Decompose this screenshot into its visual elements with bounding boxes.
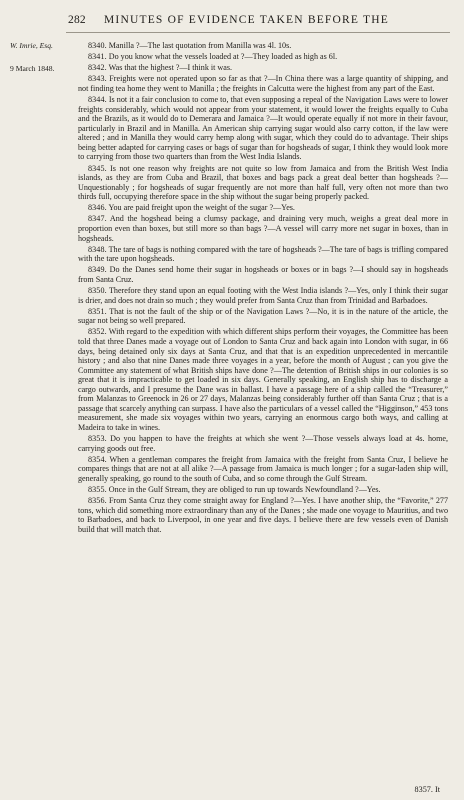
question-text: That is not the fault of the ship or of the Navigation Laws ?—No, it is in the nature of the article, the sugar not being so well prepared.	[78, 306, 448, 326]
question-paragraph	[78, 434, 448, 453]
question-paragraph	[78, 164, 448, 202]
catchword: 8357. It	[414, 785, 440, 794]
page-header	[66, 10, 450, 33]
question-text: And the hogshead being a clumsy package, and draining very much, weighs a great deal more in proportion even than boxes, but still more so than bags ?—A vessel will carry more net sugar in boxes, than in hogsheads.	[78, 214, 448, 243]
question-number: 8343.	[88, 74, 107, 84]
question-number: 8353.	[88, 434, 107, 444]
question-text: Do you know what the vessels loaded at ?—They loaded as high as 6l.	[108, 52, 338, 62]
question-number: 8347.	[88, 214, 107, 224]
question-number: 8355.	[88, 484, 107, 494]
question-text: You are paid freight upon the weight of the sugar ?—Yes.	[108, 203, 295, 213]
question-paragraph	[78, 307, 448, 326]
question-paragraph	[78, 203, 448, 213]
question-paragraph	[78, 41, 448, 51]
question-number: 8340.	[88, 41, 107, 50]
question-text: When a gentleman compares the freight from Jamaica with the freight from Santa Cruz, I believe he compares things that are not at all alike ?—A passage from Jamaica is much longer ; for a sugar-laden ship will, generally speaking, go round to the south of Cuba, and so come through the Gulf Stream.	[78, 454, 448, 483]
question-paragraph	[78, 496, 448, 534]
question-paragraph	[78, 74, 448, 93]
question-paragraph	[78, 214, 448, 243]
question-paragraph	[78, 485, 448, 495]
question-number: 8349.	[88, 265, 107, 275]
question-number: 8356.	[88, 496, 107, 506]
question-number: 8345.	[88, 163, 107, 173]
question-number: 8346.	[88, 203, 107, 213]
question-text: From Santa Cruz they come straight away for England ?—Yes. I have another ship, the “Favorite,” 277 tons, which did something more extraordinary than any of the Danes ; she made one voyage to Mauritius, and two to Barbadoes, and back to Liverpool, in one year and five days. I believe there are few vessels even of Danish build that will match that.	[78, 496, 449, 534]
question-number: 8350.	[88, 286, 107, 296]
question-text: Is not one reason why freights are not quite so low from Jamaica and from the British West India islands, as they are from Cuba and Brazil, that boxes and bags pack a great deal better than hogsheads ?—Unquestionably ; for hogsheads of sugar frequently are not more than half full, very often not more than two thirds full, occupying therefore space in the ship without the sugar being properly packed.	[78, 163, 448, 202]
evidence-date: 9 March 1848.	[10, 64, 55, 73]
question-number: 8352.	[88, 327, 107, 337]
question-paragraph	[78, 95, 448, 162]
question-number: 8354.	[88, 454, 107, 464]
question-paragraph	[78, 52, 448, 62]
question-number: 8351.	[88, 306, 107, 316]
question-text: Was that the highest ?—I think it was.	[108, 63, 233, 73]
question-paragraph	[78, 265, 448, 284]
question-paragraph	[78, 245, 448, 264]
question-paragraph	[78, 286, 448, 305]
question-text: Do the Danes send home their sugar in hogsheads or boxes or in bags ?—I should say in hogsheads from Santa Cruz.	[78, 265, 448, 284]
question-text: Therefore they stand upon an equal footing with the West India islands ?—Yes, only I think their sugar is drier, and does not drain so much ; they would prefer from Santa Cruz than from Trinidad and Barbadoes.	[78, 286, 448, 305]
question-text: Once in the Gulf Stream, they are obliged to run up towards Newfoundland ?—Yes.	[108, 484, 381, 494]
question-paragraph	[78, 63, 448, 73]
question-text: Do you happen to have the freights at which she went ?—Those vessels always load at 4s. home, carrying goods out free.	[78, 434, 448, 453]
margin-notes	[10, 41, 70, 74]
question-text: The tare of bags is nothing compared with the tare of hogsheads ?—The tare of bags is trifling compared with the tare upon hogsheads.	[78, 244, 448, 264]
question-text: Freights were not operated upon so far as that ?—In China there was a large quantity of shipping, and not finding tea home they went to Manilla ; the freights in Calcutta were the highest from any part of the East.	[78, 74, 448, 93]
question-number: 8341.	[88, 52, 107, 62]
question-text: Is not it a fair conclusion to come to, that even supposing a repeal of the Navigation Laws were to lower freights considerably, which would not appear from your statement, it would lower the freights equally to Cuba and the Brazils, as it would do to Demerara and Jamaica ?—It would operate equally if not more in their favour, particularly in Brazil and in Manilla. An American ship carrying sugar would also carry cotton, if the law were altered ; and in Manilla they would carry hemp along with sugar, which they could do to advantage. Their ships being better adapted for carrying cases or bags of sugar than for hogsheads of sugar, I think they would look more to carrying from those two quarters than from the West India Islands.	[78, 95, 448, 162]
question-paragraph	[78, 455, 448, 484]
question-text: With regard to the expedition with which different ships perform their voyages, the Committee has been told that three Danes made a voyage out of London to Santa Cruz and back again into London with sugar, in 66 days, being detained only six days at Santa Cruz, and that that is an expedition unprecedented in mercantile history ; and also that nine Danes made three voyages in a year, before the month of August ; can you give the Committee any statement of what British ships have done ?—The detention of British ships in our colonies is so great that it is impracticable to get loaded in six days. Generally speaking, an English ship has to discharge a cargo outwards, and I presume the Dane was in ballast. I have a passage here of a ship called the “Treasurer,” from Malanzas to Greenock in 26 or 27 days, Malanzas being considerably further off than Santa Cruz ; that is a passage that scarcely anything can surpass. I have also the particulars of a vessel called the “Higginson,” 453 tons measurement, she made six voyages within two years, carrying an enormous cargo both ways, and calling at Madeira to take in wines.	[78, 327, 448, 432]
question-text: Manilla ?—The last quotation from Manilla was 4l. 10s.	[108, 41, 292, 50]
page-number: 282	[68, 14, 86, 26]
page-body	[10, 41, 454, 534]
question-paragraph	[78, 327, 448, 432]
question-number: 8344.	[88, 95, 107, 105]
evidence-text	[78, 41, 448, 534]
question-number: 8348.	[88, 244, 107, 254]
question-number: 8342.	[88, 63, 107, 73]
running-head: MINUTES OF EVIDENCE TAKEN BEFORE THE	[104, 14, 389, 26]
witness-name: W. Imrie, Esq.	[10, 41, 53, 50]
